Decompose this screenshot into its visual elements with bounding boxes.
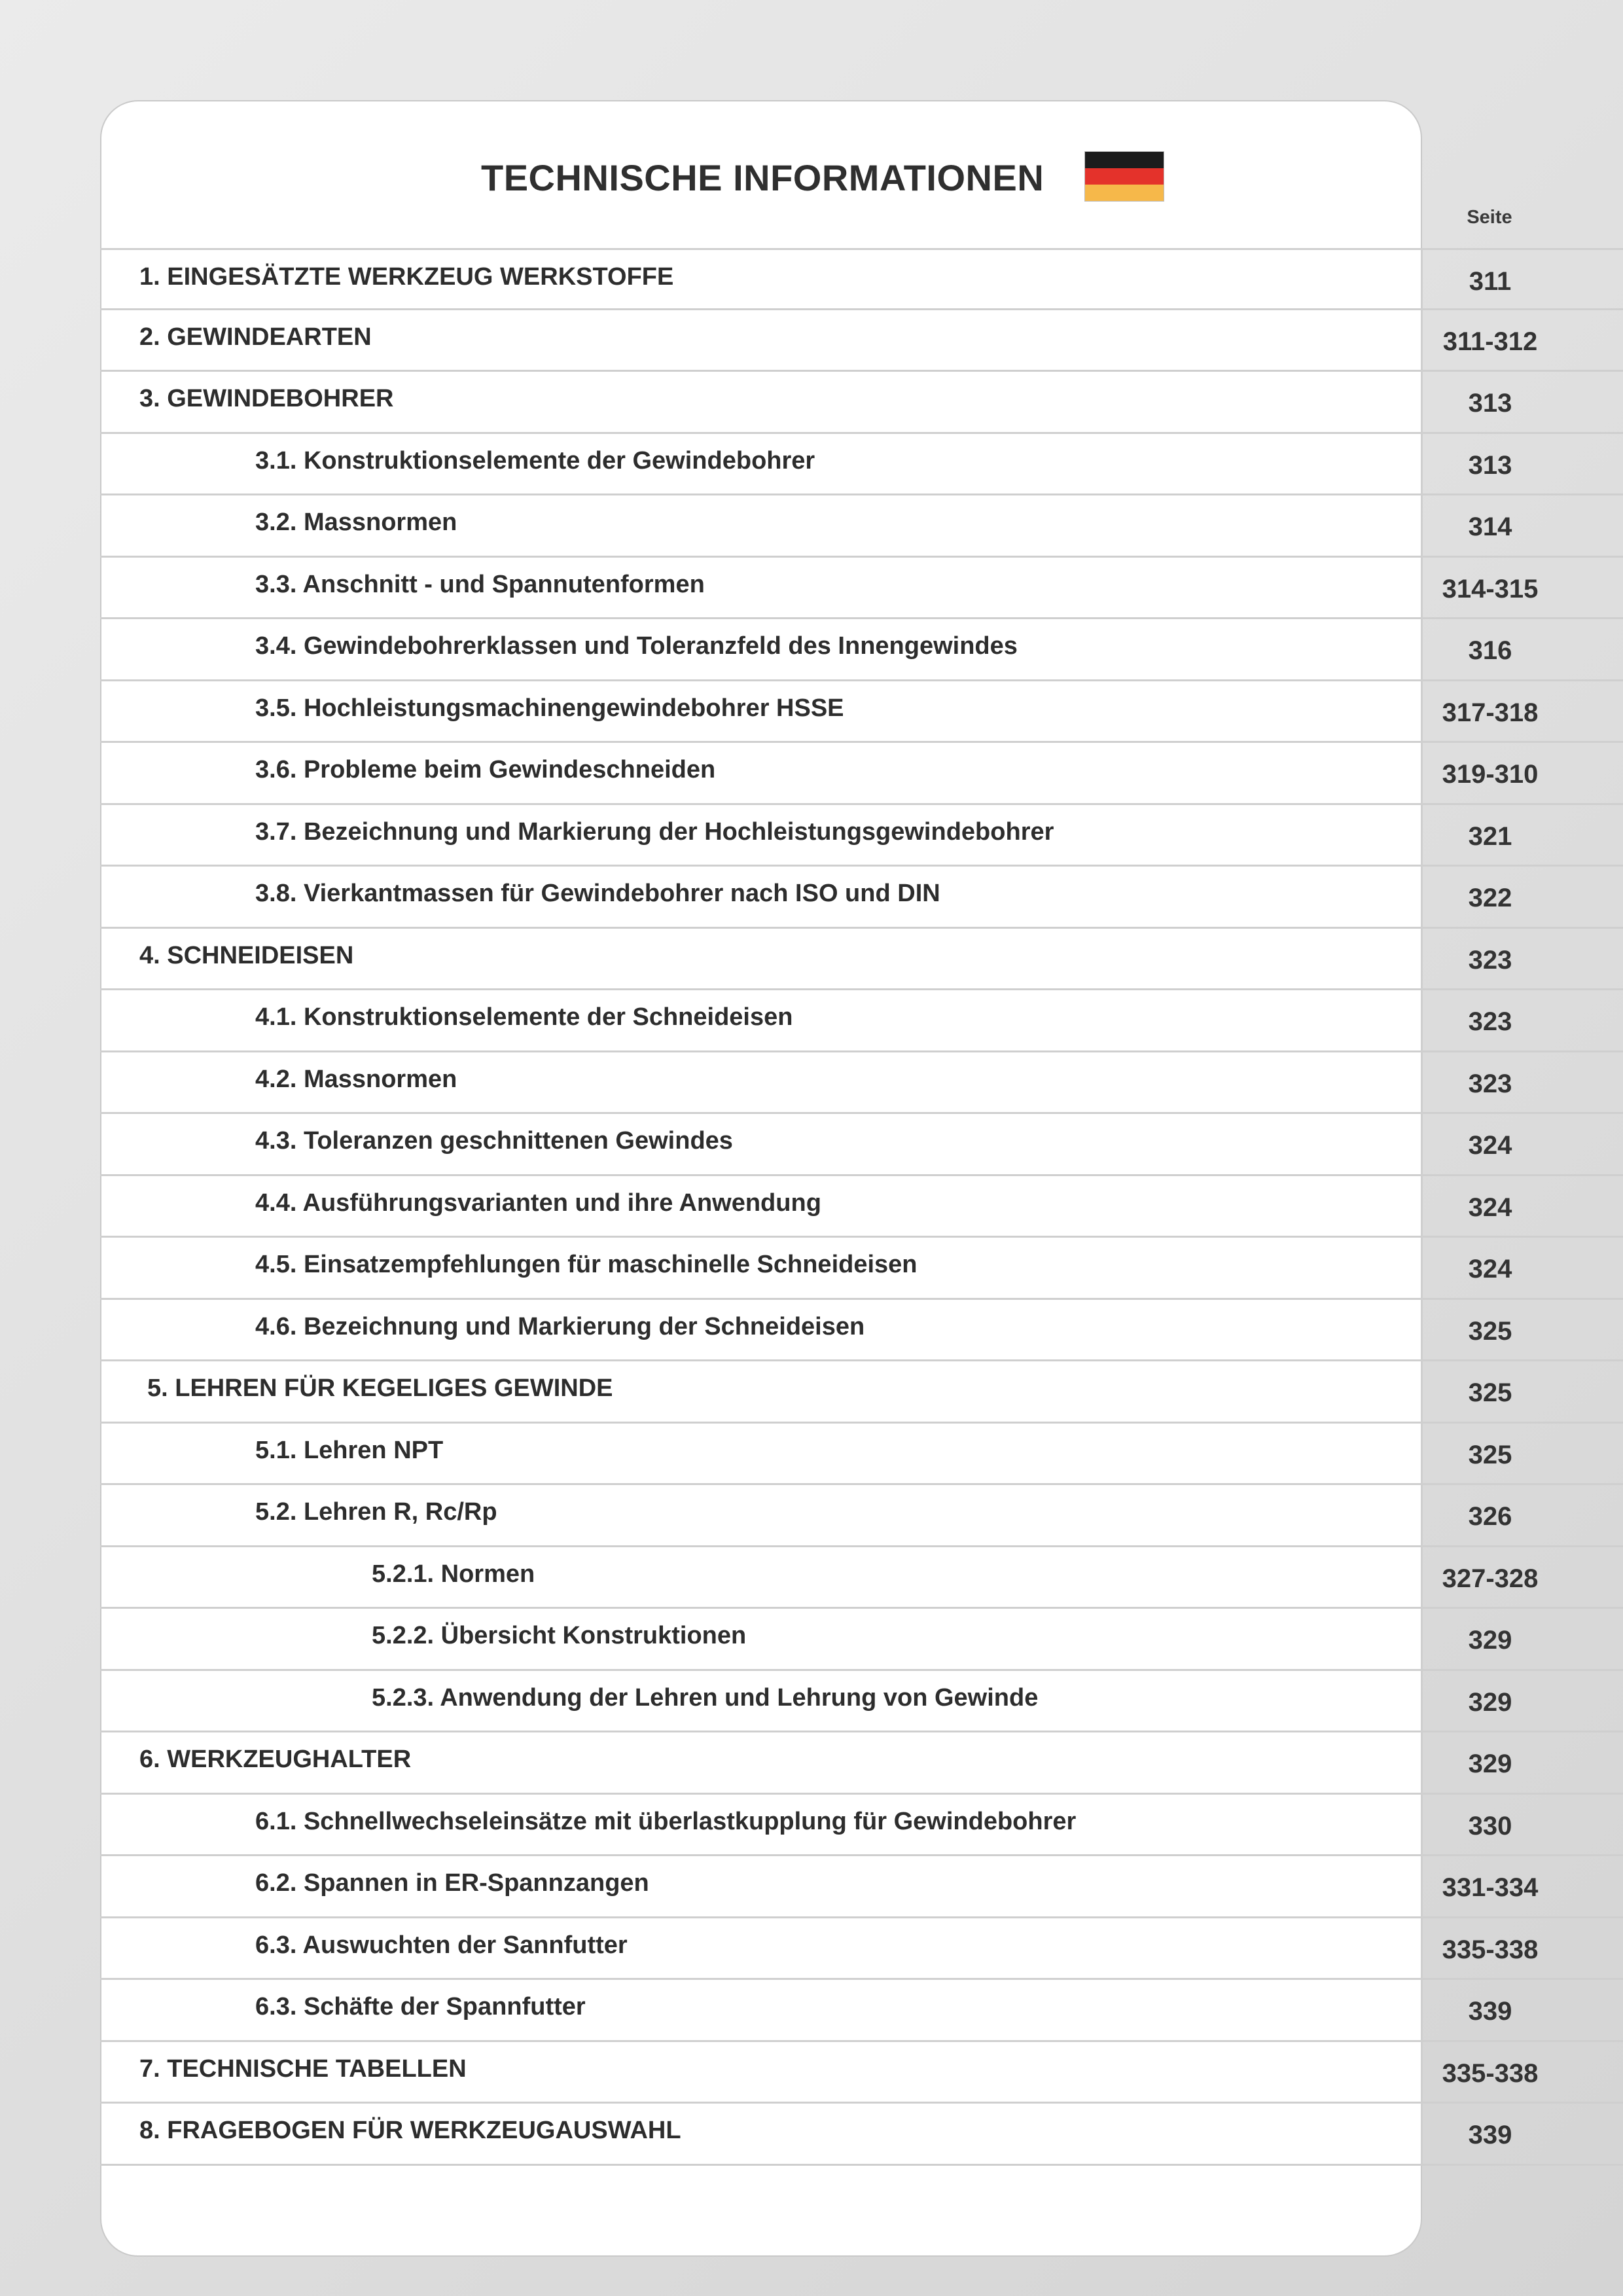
- toc-page-number: 325: [1468, 1440, 1512, 1469]
- german-flag-icon: [1085, 152, 1164, 201]
- toc-entry-label: 3.1. Konstruktionselemente der Gewindebohrer: [255, 446, 815, 475]
- flag-stripe-black: [1085, 152, 1164, 168]
- toc-entry-label: 4.2. Massnormen: [255, 1065, 457, 1093]
- toc-row[interactable]: [100, 434, 1623, 496]
- toc-page-number: 330: [1468, 1811, 1512, 1840]
- toc-page-number: 316: [1468, 636, 1512, 665]
- toc-page-number: 314: [1468, 512, 1512, 541]
- toc-entry-label: 4.6. Bezeichnung und Markierung der Schneideisen: [255, 1312, 865, 1340]
- toc-page-number: 323: [1468, 945, 1512, 975]
- table-of-contents: [100, 248, 1623, 2166]
- toc-page-number: 324: [1468, 1193, 1512, 1222]
- toc-entry-label: 4.5. Einsatzempfehlungen für maschinelle Schneideisen: [255, 1251, 918, 1278]
- toc-row[interactable]: [100, 495, 1623, 558]
- toc-entry-label: 5.2.3. Anwendung der Lehren und Lehrung von Gewinde: [372, 1683, 1039, 1712]
- toc-row[interactable]: [100, 310, 1623, 372]
- toc-entry-label: 5.2.1. Normen: [372, 1560, 535, 1588]
- toc-page-number: 335-338: [1442, 1935, 1539, 1964]
- toc-entry-label: 4.1. Konstruktionselemente der Schneideisen: [255, 1003, 793, 1031]
- toc-row[interactable]: [100, 1609, 1623, 1671]
- toc-page-number: 317-318: [1442, 698, 1539, 727]
- toc-page-number: 329: [1468, 1749, 1512, 1778]
- toc-entry-label: 5.2. Lehren R, Rc/Rp: [255, 1498, 497, 1526]
- toc-row[interactable]: [100, 1361, 1623, 1424]
- toc-entry-label: 5.1. Lehren NPT: [255, 1436, 444, 1464]
- page-title: TECHNISCHE INFORMATIONEN: [481, 157, 1044, 198]
- toc-row[interactable]: [100, 1918, 1623, 1981]
- toc-page-number: 313: [1468, 450, 1512, 480]
- toc-row[interactable]: [100, 558, 1623, 620]
- toc-row[interactable]: [100, 372, 1623, 434]
- flag-stripe-red: [1085, 168, 1164, 185]
- toc-entry-label: 8. FRAGEBOGEN FÜR WERKZEUGAUSWAHL: [139, 2117, 681, 2144]
- toc-entry-label: 6.2. Spannen in ER-Spannzangen: [255, 1869, 649, 1897]
- toc-row[interactable]: [100, 1485, 1623, 1547]
- toc-page-number: 322: [1468, 884, 1512, 912]
- toc-row[interactable]: [100, 2104, 1623, 2166]
- toc-page-number: 323: [1468, 1007, 1512, 1036]
- toc-page-number: 319-310: [1442, 760, 1539, 789]
- toc-page-number: 335-338: [1442, 2058, 1539, 2088]
- toc-entry-label: 6.1. Schnellwechseleinsätze mit überlastkupplung für Gewindebohrer: [255, 1807, 1077, 1835]
- toc-row[interactable]: [100, 1052, 1623, 1115]
- toc-row[interactable]: [100, 1795, 1623, 1857]
- toc-page-number: 331-334: [1442, 1873, 1539, 1902]
- toc-page-number: 325: [1468, 1378, 1512, 1407]
- toc-row[interactable]: [100, 681, 1623, 744]
- toc-entry-label: 3. GEWINDEBOHRER: [139, 385, 394, 412]
- toc-page-number: 323: [1468, 1069, 1512, 1098]
- toc-entry-label: 6. WERKZEUGHALTER: [139, 1746, 412, 1773]
- toc-row[interactable]: [100, 1114, 1623, 1176]
- toc-page-number: 311-312: [1442, 327, 1538, 356]
- toc-entry-label: 3.8. Vierkantmassen für Gewindebohrer nach ISO und DIN: [255, 880, 940, 907]
- toc-entry-label: 1. EINGESÄTZTE WERKZEUG WERKSTOFFE: [139, 263, 674, 291]
- toc-row[interactable]: [100, 1547, 1623, 1609]
- toc-page-number: 313: [1468, 389, 1512, 418]
- toc-row[interactable]: [100, 1424, 1623, 1486]
- toc-entry-label: 5.2.2. Übersicht Konstruktionen: [372, 1622, 747, 1649]
- toc-page-number: 339: [1468, 1997, 1512, 2026]
- toc-page-number: 327-328: [1442, 1564, 1539, 1593]
- toc-row[interactable]: [100, 990, 1623, 1052]
- toc-row[interactable]: [100, 1980, 1623, 2042]
- toc-page-number: 311: [1469, 267, 1512, 296]
- toc-row[interactable]: [100, 929, 1623, 991]
- toc-row[interactable]: [100, 1732, 1623, 1795]
- toc-row[interactable]: [100, 248, 1623, 310]
- toc-entry-label: 3.6. Probleme beim Gewindeschneiden: [255, 756, 716, 783]
- toc-entry-label: 3.4. Gewindebohrerklassen und Toleranzfeld des Innengewindes: [255, 632, 1018, 660]
- toc-page-number: 321: [1468, 821, 1512, 851]
- toc-entry-label: 4.4. Ausführungsvarianten und ihre Anwendung: [255, 1189, 821, 1217]
- toc-row[interactable]: [100, 2042, 1623, 2104]
- page-column-header: Seite: [1467, 207, 1512, 228]
- toc-page-number: 326: [1468, 1502, 1512, 1531]
- toc-page-number: 339: [1468, 2121, 1512, 2149]
- toc-row[interactable]: [100, 1671, 1623, 1733]
- toc-page-number: 325: [1468, 1316, 1512, 1346]
- toc-page-number: 329: [1468, 1626, 1512, 1655]
- toc-row[interactable]: [100, 805, 1623, 867]
- toc-entry-label: 4.3. Toleranzen geschnittenen Gewindes: [255, 1127, 733, 1155]
- toc-entry-label: 3.5. Hochleistungsmachinengewindebohrer HSSE: [255, 694, 844, 722]
- flag-stripe-gold: [1085, 185, 1164, 201]
- toc-row[interactable]: [100, 619, 1623, 681]
- toc-entry-label: 3.2. Massnormen: [255, 509, 457, 536]
- toc-entry-label: 7. TECHNISCHE TABELLEN: [139, 2054, 467, 2083]
- toc-row[interactable]: [100, 867, 1623, 929]
- toc-entry-label: 5. LEHREN FÜR KEGELIGES GEWINDE: [147, 1374, 613, 1402]
- toc-page-number: 324: [1468, 1255, 1512, 1283]
- toc-page-number: 314-315: [1442, 574, 1539, 603]
- toc-row[interactable]: [100, 1300, 1623, 1362]
- toc-page-number: 324: [1468, 1131, 1512, 1160]
- toc-entry-label: 6.3. Auswuchten der Sannfutter: [255, 1931, 628, 1959]
- toc-row[interactable]: [100, 1238, 1623, 1300]
- toc-page-number: 329: [1468, 1687, 1512, 1717]
- toc-row[interactable]: [100, 743, 1623, 805]
- toc-entry-label: 4. SCHNEIDEISEN: [139, 941, 354, 969]
- toc-row[interactable]: [100, 1856, 1623, 1918]
- toc-entry-label: 3.3. Anschnitt - und Spannutenformen: [255, 570, 705, 598]
- toc-entry-label: 2. GEWINDEARTEN: [139, 323, 372, 351]
- toc-entry-label: 6.3. Schäfte der Spannfutter: [255, 1993, 586, 2020]
- toc-row[interactable]: [100, 1176, 1623, 1238]
- toc-entry-label: 3.7. Bezeichnung und Markierung der Hochleistungsgewindebohrer: [255, 817, 1054, 846]
